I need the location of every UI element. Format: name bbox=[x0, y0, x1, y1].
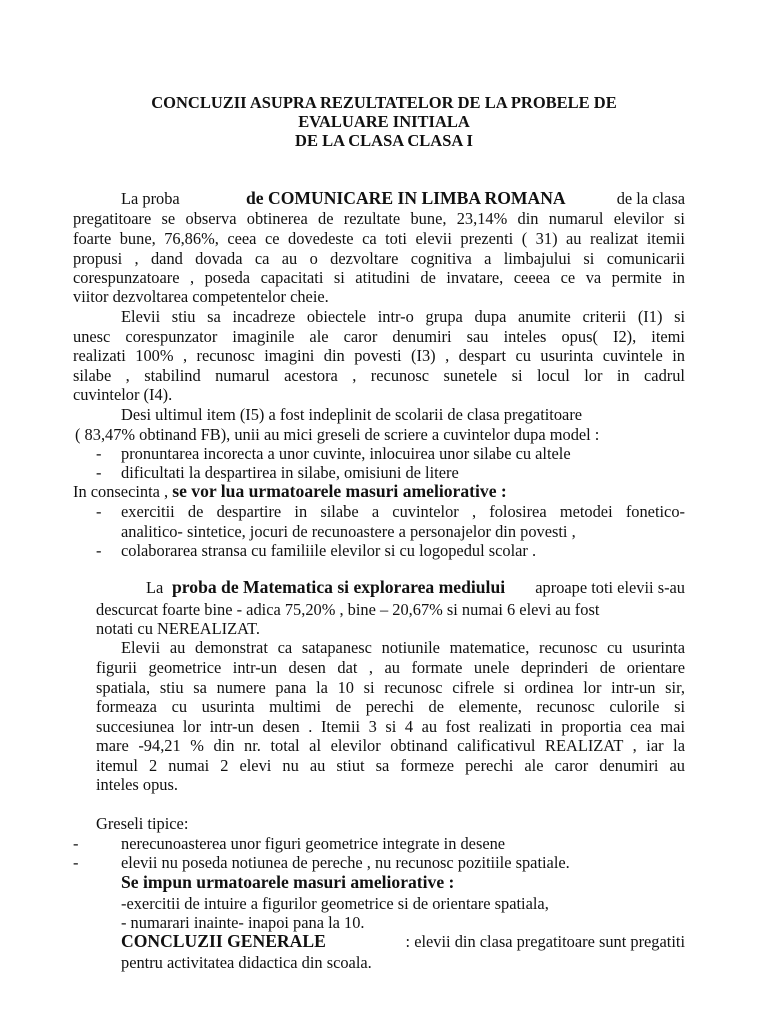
para2-line3: realizati 100% , recunosc imagini din povesti (I3) , despart cu usurinta cuvintele in bbox=[73, 346, 685, 365]
para4-line2: descurcat foarte bine - adica 75,20% , bine – 20,67% si numai 6 elevi au fost bbox=[96, 600, 600, 619]
title-line-2: EVALUARE INITIALA bbox=[298, 112, 470, 131]
para1-line4: propusi , dand dovada ca au o dezvoltare cognitiva a limbajului si comunicarii bbox=[73, 249, 685, 268]
para2-line2: unesc corespunzator imaginile ale caror denumiri sau inteles opus( I2), itemi bbox=[73, 327, 685, 346]
para1-subject: de COMUNICARE IN LIMBA ROMANA bbox=[246, 188, 566, 208]
dash-bullet: - bbox=[96, 502, 102, 521]
list-item-continuation: analitico- sintetice, jocuri de recunoastere a personajelor din povesti , bbox=[121, 522, 576, 541]
para5-line4: formeaza cu usurinta multimi de perechi de elemente, recunosc culorile si bbox=[96, 697, 685, 716]
title-line-3: DE LA CLASA CLASA I bbox=[295, 131, 473, 150]
document-title bbox=[0, 93, 768, 150]
para5-line5: succesiunea lor intr-un desen . Itemii 3 si 4 au fost realizati in proportia cea mai bbox=[96, 717, 685, 736]
para5-line3: spatiala, stiu sa numere pana la 10 si recunosc cifrele si ordinea lor intr-un sir, bbox=[96, 678, 685, 697]
list-item-text: colaborarea stransa cu familiile elevilor si cu logopedul scolar . bbox=[121, 541, 537, 560]
conclusion-line1 bbox=[121, 932, 685, 952]
measures2-line1: -exercitii de intuire a figurilor geometrice si de orientare spatiala, bbox=[121, 894, 549, 913]
para1-text-end: de la clasa bbox=[616, 189, 685, 208]
para4-subject: proba de Matematica si explorarea mediului bbox=[172, 577, 506, 597]
para5-line6: mare -94,21 % din nr. total al elevilor obtinand calificativul REALIZAT , iar la bbox=[96, 736, 685, 755]
measures2-line2: - numarari inainte- inapoi pana la 10. bbox=[121, 913, 365, 932]
para1-text: La proba bbox=[121, 189, 180, 208]
para1-line3: foarte bune, 76,86%, ceea ce dovedeste ca toti elevii prezenti ( 31) au realizat itemii bbox=[73, 229, 685, 248]
para5-line7: itemul 2 numai 2 elevi nu au stiut sa formeze perechi ale caror denumiri au bbox=[96, 756, 685, 775]
measures1-intro-text: In consecinta , bbox=[73, 482, 169, 501]
para2-line1: Elevii stiu sa incadreze obiectele intr-o grupa dupa anumite criterii (I1) si bbox=[121, 307, 685, 326]
para3-line1: Desi ultimul item (I5) a fost indeplinit de scolarii de clasa pregatitoare bbox=[121, 405, 583, 424]
measures2-heading: Se impun urmatoarele masuri ameliorative : bbox=[121, 872, 455, 892]
measures1-intro bbox=[73, 482, 685, 502]
para4-text-end: aproape toti elevii s-au bbox=[535, 578, 685, 597]
para5-line8: inteles opus. bbox=[96, 775, 178, 794]
dash-bullet: - bbox=[96, 541, 102, 560]
para2-line5: cuvintelor (I4). bbox=[73, 385, 173, 404]
dash-bullet: - bbox=[73, 834, 79, 853]
para5-line2: figurii geometrice intr-un desen dat , au formate unele deprinderi de orientare bbox=[96, 658, 685, 677]
list-item-text: dificultati la despartirea in silabe, omisiuni de litere bbox=[121, 463, 459, 482]
conclusion-label: CONCLUZII GENERALE bbox=[121, 931, 326, 951]
dash-bullet: - bbox=[96, 463, 102, 482]
list-item-text: exercitii de despartire in silabe a cuvintelor , folosirea metodei fonetico- bbox=[121, 502, 685, 521]
conclusion-text: : elevii din clasa pregatitoare sunt pregatiti bbox=[405, 932, 685, 951]
para1-line2: pregatitoare se observa obtinerea de rezultate bune, 23,14% din numarul elevilor si bbox=[73, 209, 685, 228]
dash-bullet: - bbox=[96, 444, 102, 463]
para5-line1: Elevii au demonstrat ca satapanesc notiunile matematice, recunosc cu usurinta bbox=[121, 638, 685, 657]
list-item-text: nerecunoasterea unor figuri geometrice integrate in desene bbox=[121, 834, 506, 853]
para4-text: La bbox=[146, 578, 164, 597]
para1-line1 bbox=[121, 189, 685, 209]
dash-bullet: - bbox=[73, 853, 79, 872]
conclusion-line2: pentru activitatea didactica din scoala. bbox=[121, 953, 372, 972]
para1-line6: viitor dezvoltarea competentelor cheie. bbox=[73, 287, 329, 306]
measures1-intro-bold: se vor lua urmatoarele masuri ameliorative : bbox=[172, 481, 507, 501]
list-item-text: elevii nu poseda notiunea de pereche , nu recunosc pozitiile spatiale. bbox=[121, 853, 570, 872]
title-line-1: CONCLUZII ASUPRA REZULTATELOR DE LA PROBELE DE bbox=[151, 93, 617, 112]
errors-heading: Greseli tipice: bbox=[96, 814, 189, 833]
para3-line2: ( 83,47% obtinand FB), unii au mici greseli de scriere a cuvintelor dupa model : bbox=[75, 425, 600, 444]
para1-line5: corespunzatoare , poseda capacitati si atitudini de invatare, ceeea ce va permite in bbox=[73, 268, 685, 287]
para4-line3: notati cu NEREALIZAT. bbox=[96, 619, 261, 638]
para2-line4: silabe , stabilind numarul acestora , recunosc sunetele si locul lor in cadrul bbox=[73, 366, 685, 385]
para4-line1 bbox=[146, 578, 685, 598]
list-item-text: pronuntarea incorecta a unor cuvinte, inlocuirea unor silabe cu altele bbox=[121, 444, 571, 463]
